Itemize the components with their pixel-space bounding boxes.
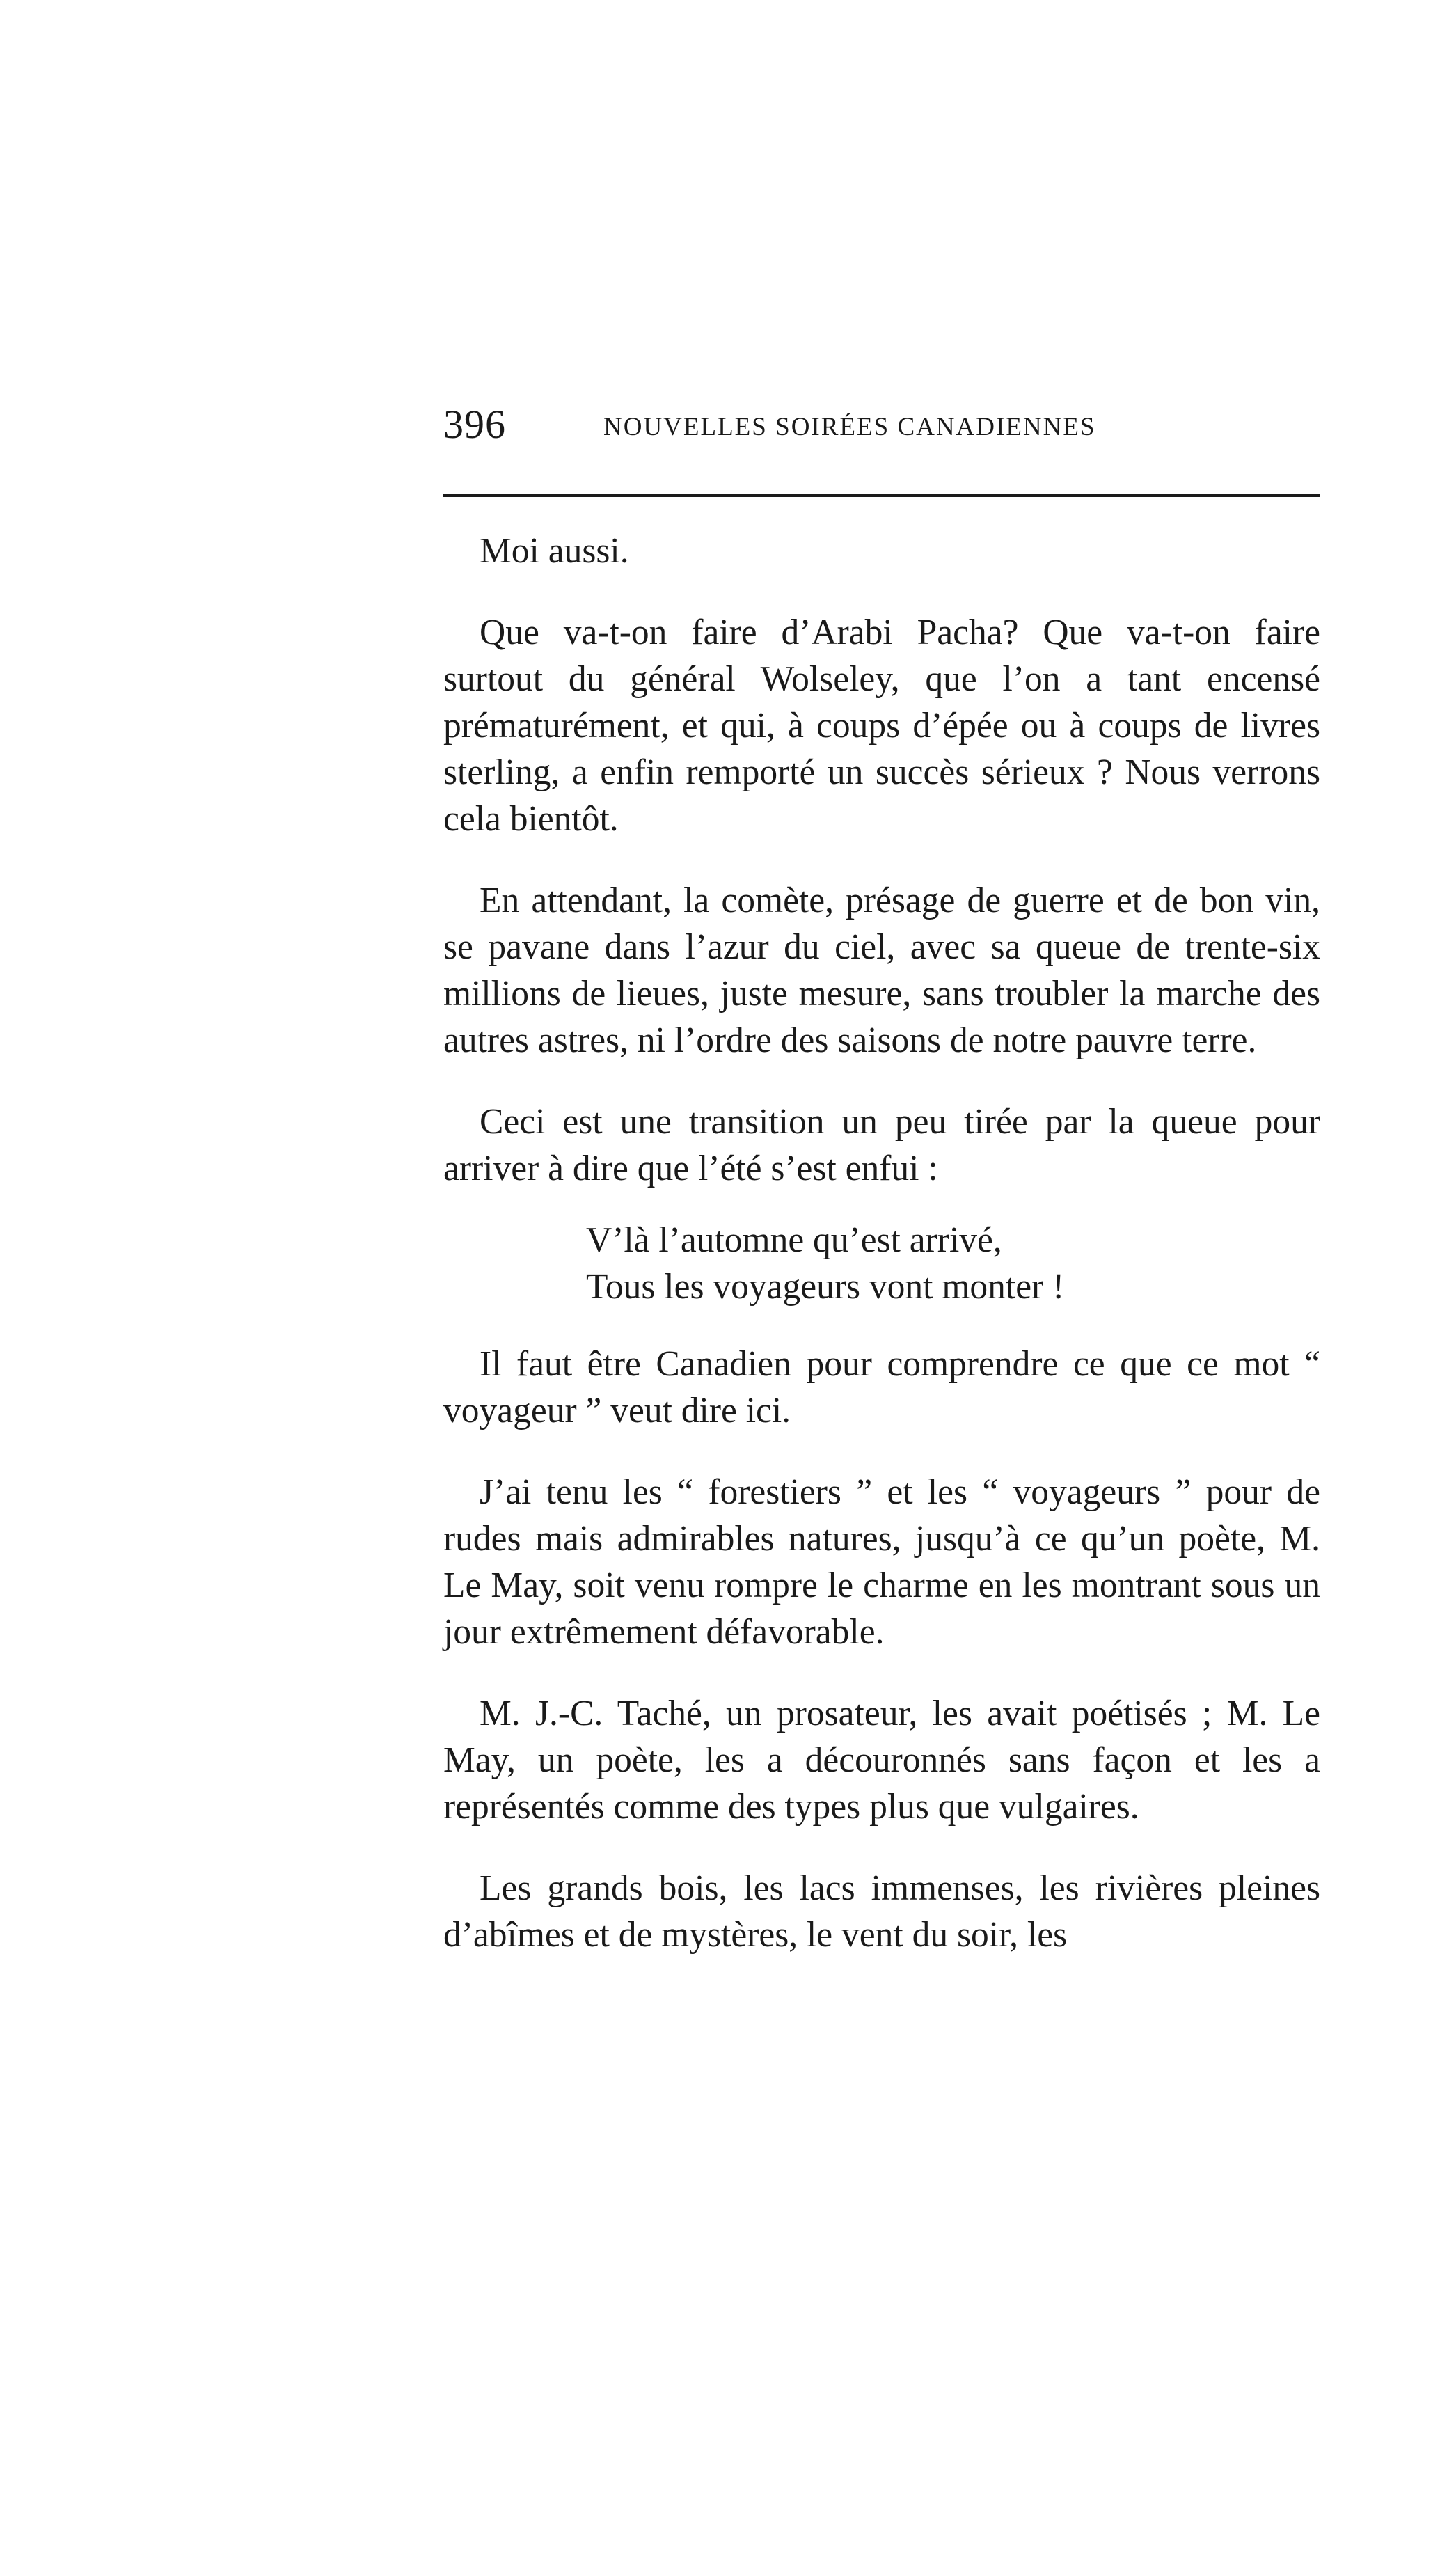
verse-line: Tous les voyageurs vont monter ! xyxy=(586,1267,1065,1307)
header-rule xyxy=(443,494,1320,497)
paragraph: J’ai tenu les “ forestiers ” et les “ voyageurs ” pour de rudes mais admirables natures, jusqu’à ce qu’un poète, M. Le May, soit venu rompre le charme en les montrant sous un jour extrêmement défavorable. xyxy=(443,1472,1320,1652)
paragraph: Moi aussi. xyxy=(480,531,629,571)
verse-quote xyxy=(443,1217,1320,1310)
page-header xyxy=(443,400,1320,456)
paragraph: Il faut être Canadien pour comprendre ce que ce mot “ voyageur ” veut dire ici. xyxy=(443,1344,1320,1430)
running-title: NOUVELLES SOIRÉES CANADIENNES xyxy=(603,413,1096,441)
paragraph: En attendant, la comète, présage de guerre et de bon vin, se pavane dans l’azur du ciel, avec sa queue de trente-six millions de lieues, juste mesure, sans troubler la marche des autres astres, ni l’ordre des saisons de notre pauvre terre. xyxy=(443,881,1320,1060)
verse-line: V’là l’automne qu’est arrivé, xyxy=(586,1220,1002,1260)
paragraph: Ceci est une transition un peu tirée par la queue pour arriver à dire que l’été s’est enfui : xyxy=(443,1102,1320,1188)
body-text xyxy=(443,528,1320,1993)
paragraph: Les grands bois, les lacs immenses, les rivières pleines d’abîmes et de mystères, le vent du soir, les xyxy=(443,1868,1320,1955)
page-number: 396 xyxy=(443,402,506,447)
paragraph: Que va-t-on faire d’Arabi Pacha? Que va-t-on faire surtout du général Wolseley, que l’on a tant encensé prématurément, et qui, à coups d’épée ou à coups de livres sterling, a enfin remporté un succès sérieux ? Nous verrons cela bientôt. xyxy=(443,613,1320,839)
paragraph: M. J.-C. Taché, un prosateur, les avait poétisés ; M. Le May, un poète, les a découronnés sans façon et les a représentés comme des types plus que vulgaires. xyxy=(443,1694,1320,1827)
